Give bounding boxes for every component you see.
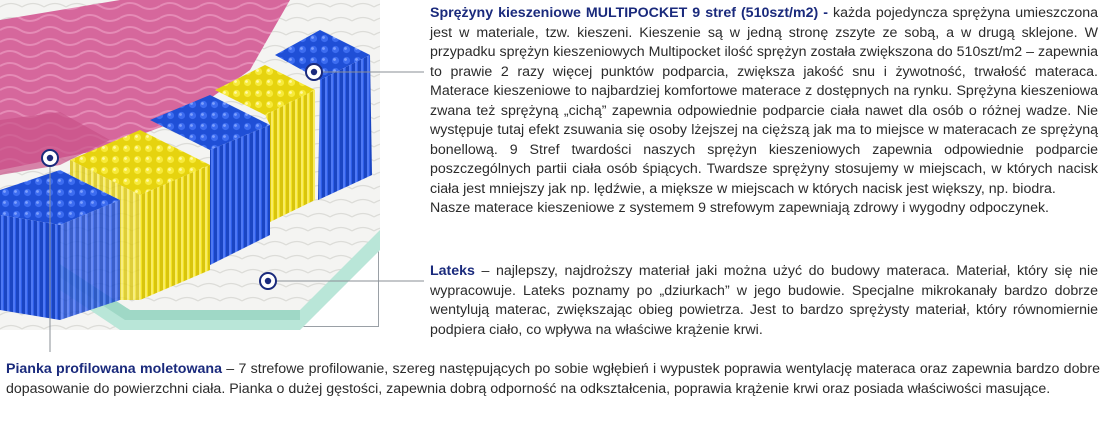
springs-extra: Nasze materace kieszeniowe z systemem 9 strefowym zapewniają zdrowy i wygodny odpoczynek.	[430, 200, 1049, 216]
foam-title: Pianka profilowana moletowana	[6, 361, 222, 377]
springs-description	[430, 4, 1098, 219]
foam-description	[6, 360, 1100, 399]
springs-title: Sprężyny kieszeniowe MULTIPOCKET 9 stref (510szt/m2) -	[430, 5, 828, 21]
latex-paragraph	[430, 262, 1098, 340]
pocket-springs-blue-side	[0, 215, 60, 320]
springs-paragraph	[430, 4, 1098, 199]
springs-body: każda pojedyncza sprężyna umieszczona jest w materiale, tzw. kieszeni. Kieszenie są w jedną stronę zszyte ze sobą, a w drugą sklejone. W przypadku sprężyn kieszeniowych Multipocket ilość sprężyn została zwiększona do 510szt/m2 – zapewnia to prawie 2 razy więcej punktów podparcia, zwiększa jakość snu i żywotność, trwałość materaca. Materace kieszeniowe to najbardziej komfortowe materace z dostępnych na rynku. Sprężyna kieszeniowa zwana też sprężyną „cichą” zapewnia odpowiednie podparcie ciała nawet dla osób o różnej wadze. Nie występuje tutaj efekt zsuwania się osoby lżejszej na cięższą jak ma to miejsce w materacach ze sprężyną bonellową. 9 Stref twardości naszych sprężyn kieszeniowych zapewnia odpowiednie podparcie poszczególnych partii ciała osób śpiących. Twardsze sprężyny stosujemy w miejscach, w których nacisk ciała jest mniejszy jak np. lędźwie, a miększe w miejscach w których nacisk jest większy, np. biodra.	[430, 5, 1099, 197]
foam-body: – 7 strefowe profilowanie, szereg następujących po sobie wgłębień i wypustek poprawia wentylację materaca oraz zapewnia bardzo dobre dopasowanie do powierzchni ciała. Pianka o dużej gęstości, zapewnia dobrą odporność na odkształcenia, poprawia krążenie krwi oraz posiada właściwości masujące.	[6, 361, 1100, 397]
mattress-cross-section-illustration	[0, 0, 380, 330]
latex-description	[430, 262, 1098, 340]
foam-paragraph	[6, 360, 1100, 399]
latex-title: Lateks	[430, 263, 475, 279]
latex-body: – najlepszy, najdroższy materiał jaki można użyć do budowy materaca. Materiał, który się nie wypracowuje. Lateks poznamy po „dziurkach” w jego budowie. Specjalne mikrokanały bardzo dobrze wentylują materac, zwiększając obieg powietrza. Jest to bardzo sprężysty materiał, który równomiernie podpiera ciało, co wpływa na właściwe krążenie krwi.	[430, 263, 1098, 338]
